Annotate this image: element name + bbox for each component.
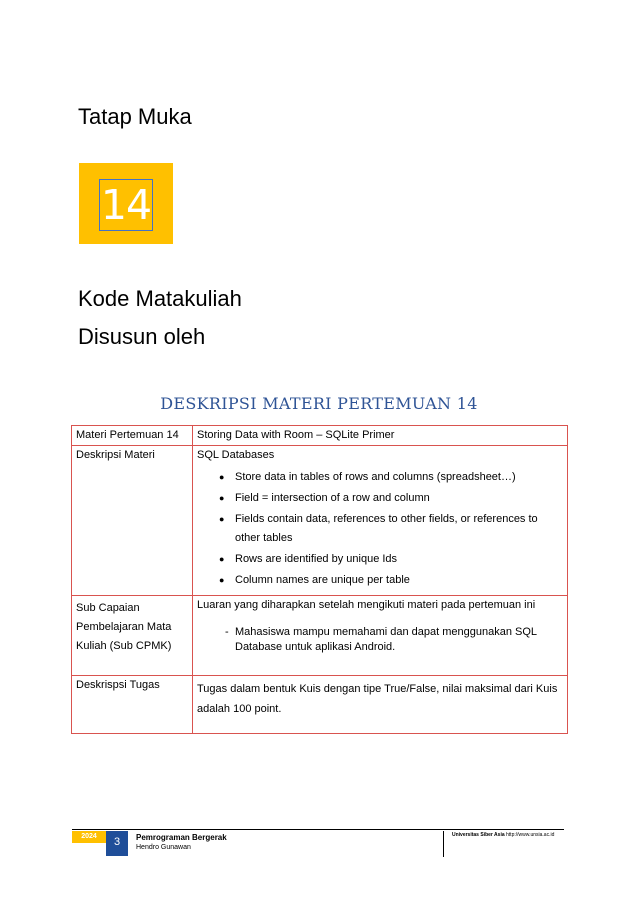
list-item: ● Store data in tables of rows and columns (spreadsheet…) bbox=[197, 468, 563, 487]
meeting-number: 14 bbox=[100, 181, 152, 229]
list-item: ● Column names are unique per table bbox=[197, 571, 563, 590]
section-title: DESKRIPSI MATERI PERTEMUAN 14 bbox=[160, 394, 478, 413]
table-row bbox=[72, 676, 568, 734]
footer-vertical-divider bbox=[443, 831, 444, 857]
list-item: ● Fields contain data, references to other fields, or references to other tables bbox=[197, 510, 563, 548]
materi-table bbox=[71, 425, 568, 734]
cpmk-intro: Luaran yang diharapkan setelah mengikuti materi pada pertemuan ini bbox=[197, 599, 536, 612]
list-item: ● Rows are identified by unique Ids bbox=[197, 550, 563, 569]
row-label: Deskripsi Materi bbox=[72, 446, 193, 596]
row-label: Materi Pertemuan 14 bbox=[72, 426, 193, 446]
row-value: Tugas dalam bentuk Kuis dengan tipe True/False, nilai maksimal dari Kuis adalah 100 point. bbox=[193, 676, 568, 734]
kode-matakuliah-label: Kode Matakuliah bbox=[78, 286, 242, 311]
row-label: Sub Capaian Pembelajaran Mata Kuliah (Sub CPMK) bbox=[72, 596, 193, 676]
university-name: Universitas Siber Asia bbox=[452, 832, 505, 838]
row-label: Deskrispsi Tugas bbox=[72, 676, 193, 734]
course-title: Pemrograman Bergerak bbox=[136, 833, 227, 842]
author-name: Hendro Gunawan bbox=[136, 844, 191, 851]
university-url[interactable]: http://www.unsia.ac.id bbox=[506, 832, 555, 838]
university-info bbox=[452, 832, 554, 838]
row-value bbox=[193, 446, 568, 596]
disusun-oleh-label: Disusun oleh bbox=[78, 324, 206, 349]
footer-divider bbox=[72, 829, 564, 830]
bullet-icon: ● bbox=[219, 472, 225, 483]
bullet-icon: ● bbox=[219, 554, 225, 565]
bullet-list bbox=[197, 468, 563, 590]
row-value: Storing Data with Room – SQLite Primer bbox=[193, 426, 568, 446]
list-item: ● Field = intersection of a row and column bbox=[197, 489, 563, 508]
table-row bbox=[72, 446, 568, 596]
tatap-muka-label: Tatap Muka bbox=[78, 104, 192, 129]
meeting-number-box bbox=[79, 163, 173, 244]
cpmk-item: - Mahasiswa mampu memahami dan dapat menggunakan SQL Database untuk aplikasi Android. bbox=[225, 625, 537, 653]
table-row bbox=[72, 596, 568, 676]
page-number: 3 bbox=[106, 831, 128, 856]
bullet-icon: ● bbox=[219, 514, 225, 525]
row-value bbox=[193, 596, 568, 676]
sql-heading: SQL Databases bbox=[197, 449, 275, 462]
dash-marker: - bbox=[225, 625, 229, 638]
table-row bbox=[72, 426, 568, 446]
bullet-icon: ● bbox=[219, 493, 225, 504]
bullet-icon: ● bbox=[219, 575, 225, 586]
footer-year: 2024 bbox=[72, 831, 106, 843]
